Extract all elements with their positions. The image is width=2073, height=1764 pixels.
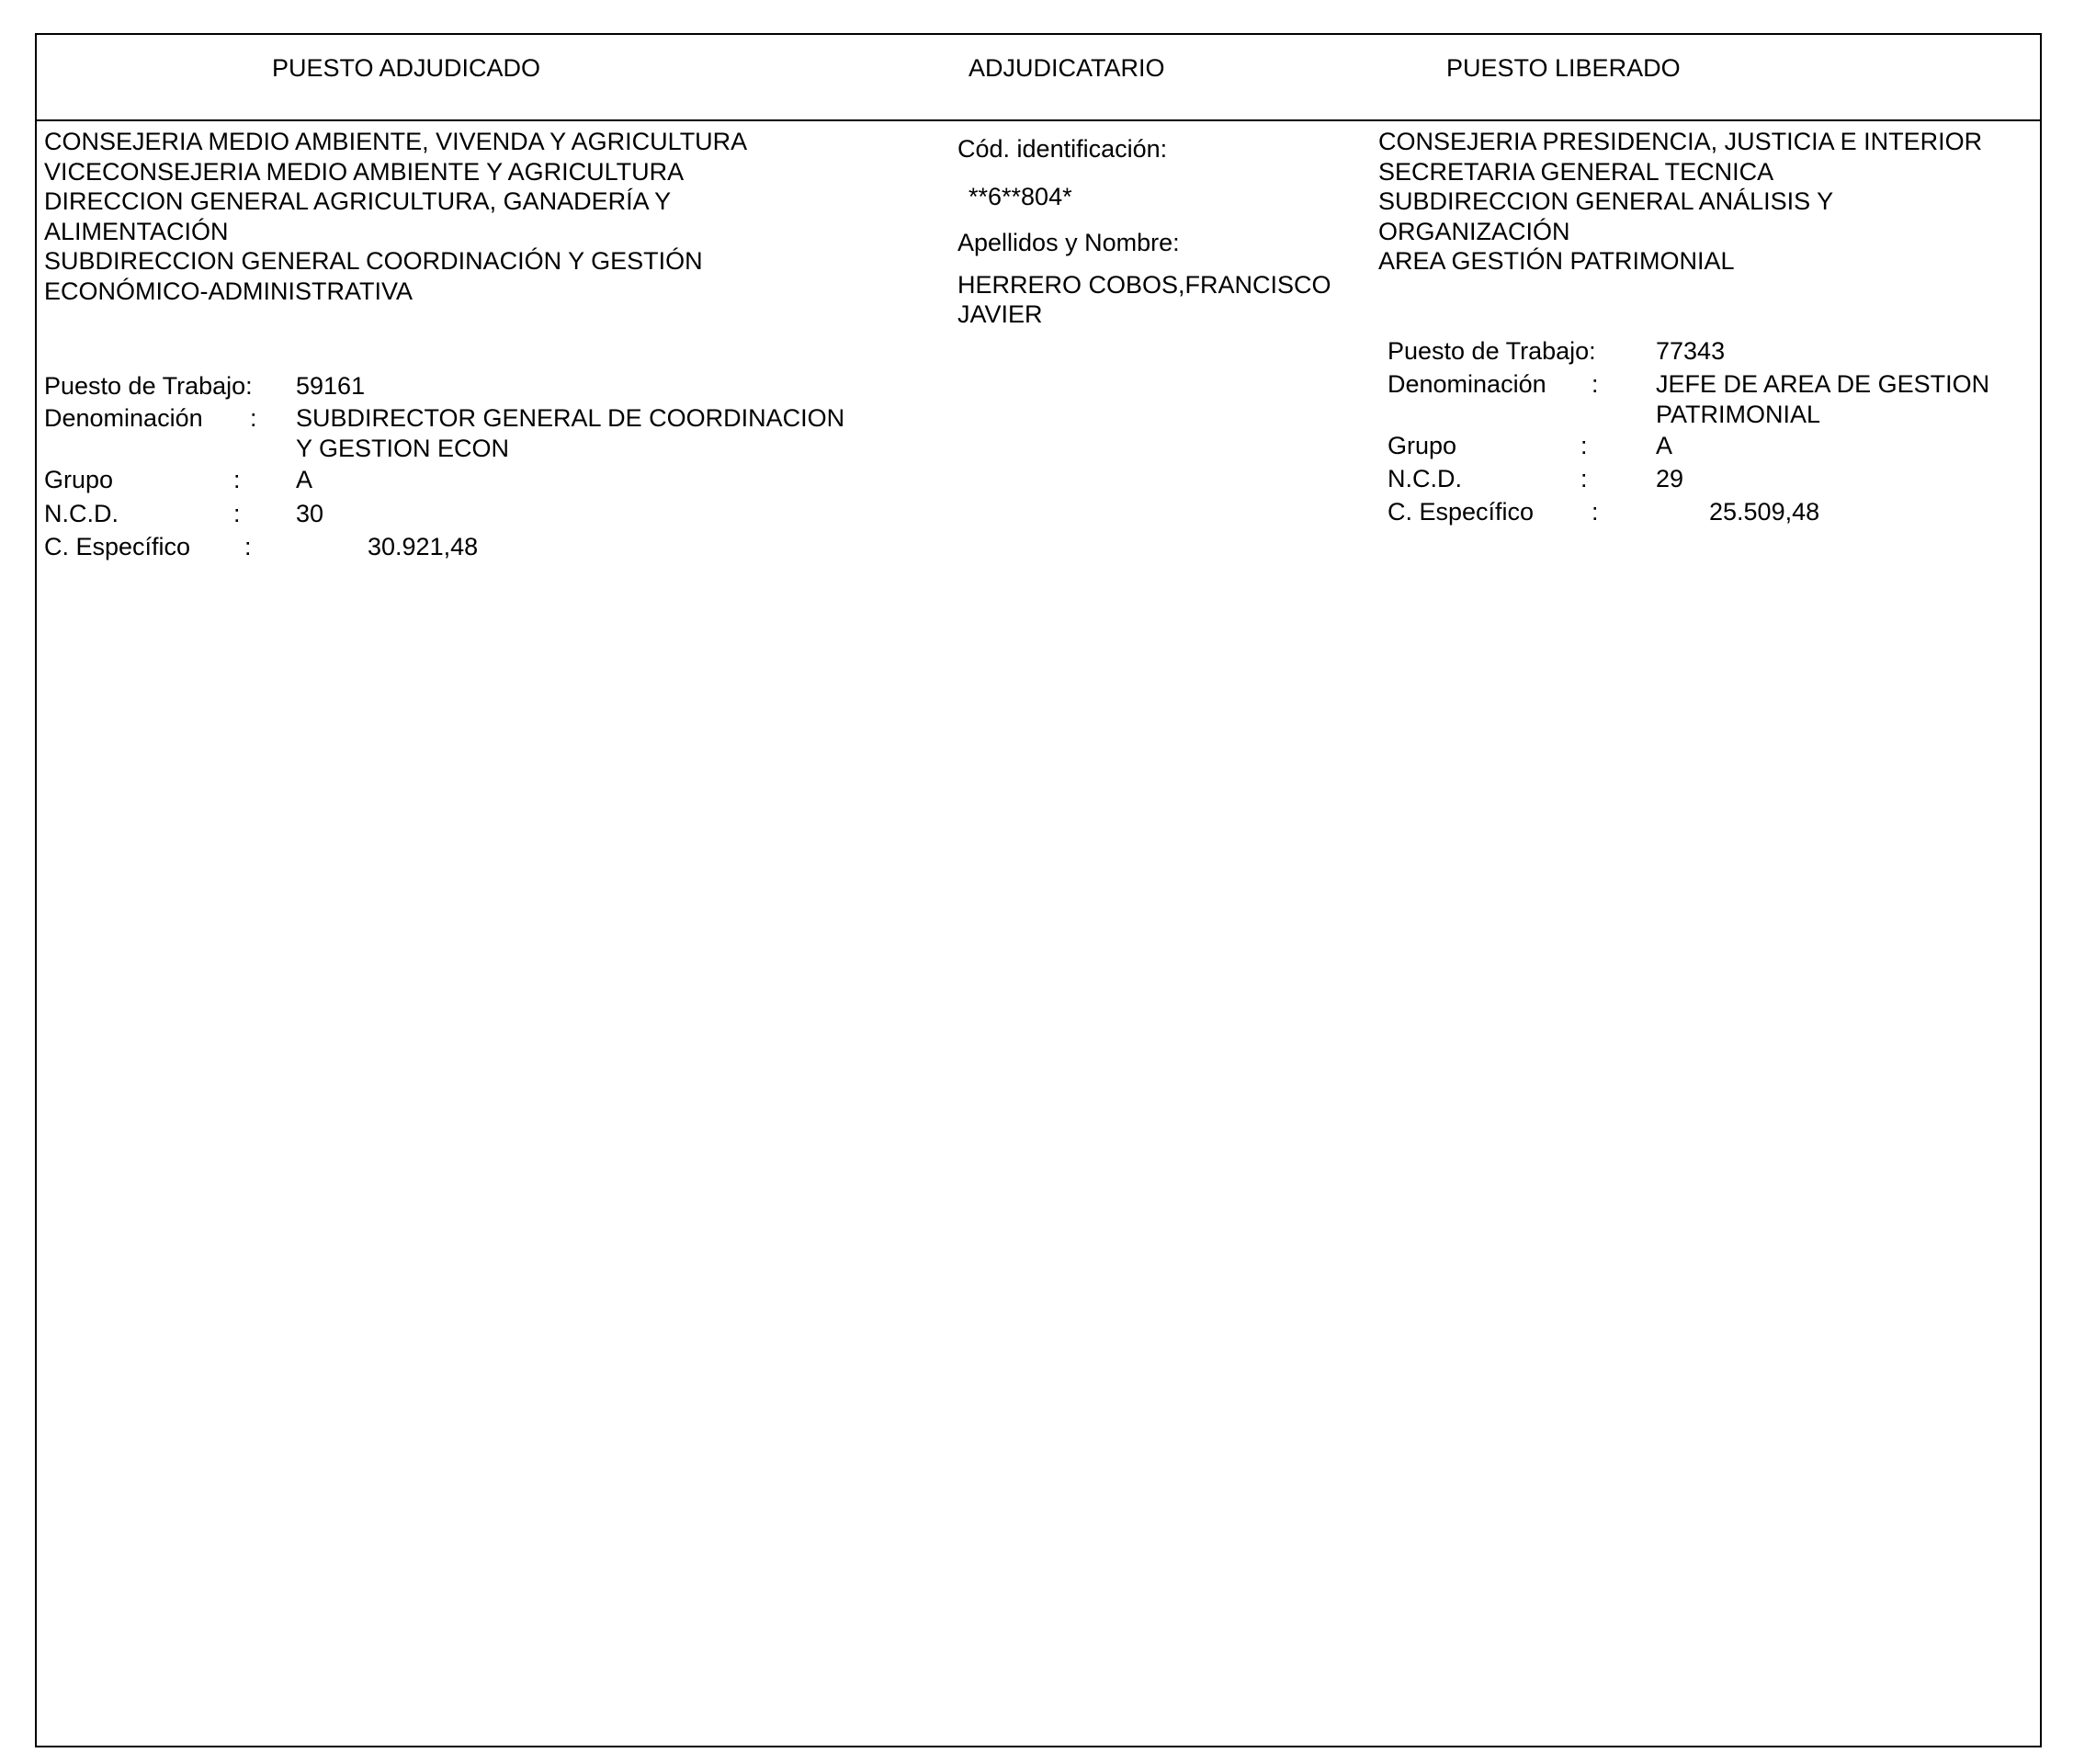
liberado-ncd-value: 29 (1656, 465, 1684, 492)
liberado-denominacion-label: Denominación (1388, 370, 1546, 398)
adjudicado-puesto-value: 59161 (296, 372, 366, 400)
adjudicatario-cod-label: Cód. identificación: (957, 135, 1168, 163)
adjudicado-ncd-colon: : (233, 500, 241, 527)
adjudicado-org-line: DIRECCION GENERAL AGRICULTURA, GANADERÍA Y (44, 187, 672, 215)
adjudicado-denominacion-colon: : (250, 404, 257, 432)
header-puesto-adjudicado: PUESTO ADJUDICADO (272, 54, 541, 82)
adjudicado-cespecifico-value: 30.921,48 (368, 533, 479, 560)
liberado-grupo-label: Grupo (1388, 432, 1457, 459)
liberado-org-line: ORGANIZACIÓN (1378, 217, 1570, 245)
liberado-cespecifico-label: C. Específico (1388, 498, 1535, 526)
adjudicado-cespecifico-label: C. Específico (44, 533, 191, 560)
liberado-grupo-colon: : (1580, 432, 1588, 459)
liberado-org-line: CONSEJERIA PRESIDENCIA, JUSTICIA E INTERIOR (1378, 128, 1983, 155)
adjudicado-grupo-value: A (296, 466, 313, 493)
adjudicado-grupo-label: Grupo (44, 466, 114, 493)
adjudicado-denominacion-value: SUBDIRECTOR GENERAL DE COORDINACION (296, 404, 845, 432)
liberado-denominacion-colon: : (1592, 370, 1599, 398)
adjudicado-denominacion-value-cont: Y GESTION ECON (296, 435, 510, 462)
liberado-cespecifico-value: 25.509,48 (1709, 498, 1820, 526)
liberado-org-line: SECRETARIA GENERAL TECNICA (1378, 157, 1774, 186)
adjudicado-denominacion-label: Denominación (44, 404, 203, 432)
liberado-puesto-label: Puesto de Trabajo: (1388, 337, 1596, 365)
adjudicatario-cod-value: **6**804* (969, 183, 1072, 210)
adjudicatario-nombre-value-cont: JAVIER (957, 300, 1043, 328)
liberado-org-line: SUBDIRECCION GENERAL ANÁLISIS Y (1378, 187, 1834, 215)
table-header-row (37, 35, 2040, 121)
adjudicado-org-line: ALIMENTACIÓN (44, 217, 229, 245)
liberado-org-line: AREA GESTIÓN PATRIMONIAL (1378, 247, 1735, 275)
header-adjudicatario: ADJUDICATARIO (969, 54, 1165, 82)
liberado-cespecifico-colon: : (1592, 498, 1599, 526)
adjudicatario-nombre-label: Apellidos y Nombre: (957, 229, 1180, 256)
adjudicado-org-line: CONSEJERIA MEDIO AMBIENTE, VIVENDA Y AGRICULTURA (44, 128, 748, 155)
adjudicado-puesto-label: Puesto de Trabajo: (44, 372, 253, 400)
liberado-ncd-colon: : (1580, 465, 1588, 492)
liberado-puesto-value: 77343 (1656, 337, 1726, 365)
adjudicado-org-line: ECONÓMICO-ADMINISTRATIVA (44, 277, 413, 305)
header-puesto-liberado: PUESTO LIBERADO (1446, 54, 1681, 82)
adjudicado-org-line: VICECONSEJERIA MEDIO AMBIENTE Y AGRICULTURA (44, 157, 685, 186)
liberado-grupo-value: A (1656, 432, 1673, 459)
liberado-denominacion-value-cont: PATRIMONIAL (1656, 401, 1821, 428)
adjudicado-org-line: SUBDIRECCION GENERAL COORDINACIÓN Y GESTIÓN (44, 247, 703, 275)
adjudicatario-nombre-value: HERRERO COBOS,FRANCISCO (957, 271, 1331, 299)
adjudicado-grupo-colon: : (233, 466, 241, 493)
adjudicado-ncd-value: 30 (296, 500, 324, 527)
adjudicado-ncd-label: N.C.D. (44, 500, 119, 527)
adjudicado-cespecifico-colon: : (244, 533, 252, 560)
liberado-denominacion-value: JEFE DE AREA DE GESTION (1656, 370, 1990, 398)
document-frame (35, 33, 2042, 1747)
liberado-ncd-label: N.C.D. (1388, 465, 1462, 492)
